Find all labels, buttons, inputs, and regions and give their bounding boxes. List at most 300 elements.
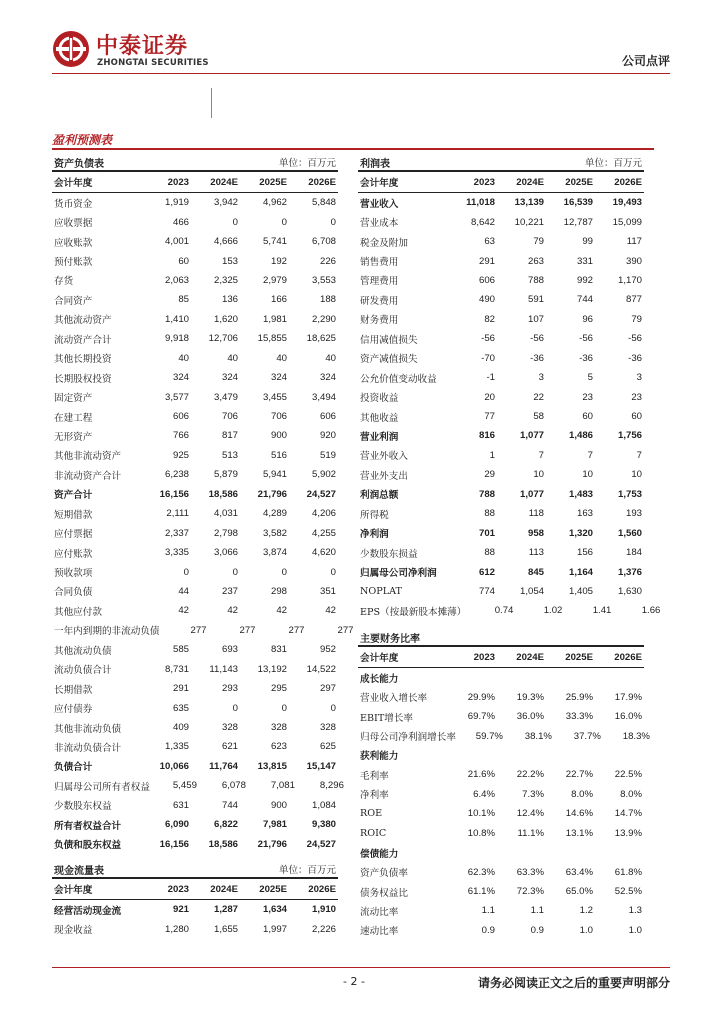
section-title: 盈利预测表	[52, 133, 113, 147]
table-title: 现金流量表	[54, 866, 104, 877]
cell-value: 9,918	[164, 333, 189, 345]
cell-value: 22	[533, 391, 544, 403]
cell-value: 6,090	[164, 819, 189, 831]
cell-value: 328	[270, 722, 287, 734]
cell-value: 8.0%	[620, 788, 642, 800]
table-row	[52, 446, 338, 465]
row-label: 净利率	[360, 790, 389, 802]
cell-value: 295	[270, 683, 287, 695]
cell-value: 7,981	[262, 819, 287, 831]
cell-value: 1,910	[311, 904, 336, 916]
cell-value: 0	[232, 216, 238, 228]
cell-value: 6.4%	[473, 788, 495, 800]
table-row	[358, 212, 644, 231]
cell-value: 6,238	[164, 469, 189, 481]
header-divider	[52, 73, 670, 74]
cell-value: 10,221	[514, 216, 544, 228]
cell-value: 0	[281, 216, 287, 228]
cell-value: 921	[172, 904, 189, 916]
cell-value: 606	[319, 411, 336, 423]
cell-value: 18.3%	[622, 730, 650, 742]
row-label: ROE	[360, 808, 383, 820]
cell-value: 1,634	[262, 904, 287, 916]
row-label: 获利能力	[360, 751, 399, 763]
cash-flow-table	[52, 859, 338, 939]
cell-value: 331	[576, 255, 593, 267]
cell-value: 1,077	[519, 430, 544, 442]
row-label: 偿债能力	[360, 848, 399, 860]
footer-divider	[52, 967, 670, 968]
cell-value: 10.1%	[467, 808, 495, 820]
cell-value: 1,560	[617, 527, 642, 539]
row-label: 无形资产	[54, 431, 93, 443]
cell-value: -70	[481, 352, 495, 364]
cell-value: 36.0%	[516, 711, 544, 723]
cell-value: 958	[527, 527, 544, 539]
cell-value: 88	[484, 508, 495, 520]
cell-value: 0.9	[481, 924, 495, 936]
row-label: 流动负债合计	[54, 665, 112, 677]
table-row	[52, 718, 338, 737]
row-label: 财务费用	[360, 315, 399, 327]
row-label: NOPLAT	[360, 585, 402, 597]
cell-value: 23	[631, 391, 642, 403]
table-header	[52, 859, 338, 877]
cell-value: 291	[478, 255, 495, 267]
cell-value: 625	[319, 741, 336, 753]
table-row	[52, 465, 338, 484]
table-row	[358, 901, 644, 920]
cell-value: 1,170	[617, 274, 642, 286]
cell-value: 3,942	[213, 197, 238, 209]
row-label: 成长能力	[360, 673, 399, 685]
cell-value: 8,296	[319, 780, 344, 792]
cell-value: 7	[538, 449, 544, 461]
cell-value: 277	[288, 624, 305, 636]
table-row	[358, 824, 644, 843]
row-label: 所得税	[360, 509, 389, 521]
cell-value: 925	[172, 449, 189, 461]
cell-value: 466	[172, 216, 189, 228]
table-row	[358, 504, 644, 523]
table-row	[358, 232, 644, 251]
cell-value: -36	[530, 352, 544, 364]
cell-value: 1.2	[579, 905, 593, 917]
cell-value: 69.7%	[467, 711, 495, 723]
table-unit: 单位：百万元	[278, 865, 336, 876]
row-label: EBIT增长率	[360, 712, 414, 724]
table-row	[358, 726, 650, 745]
table-row	[52, 251, 338, 270]
cell-value: 490	[478, 294, 495, 306]
cell-value: 166	[270, 294, 287, 306]
cell-value: 63.3%	[516, 866, 544, 878]
cell-value: 900	[270, 799, 287, 811]
table-row	[52, 485, 338, 504]
column-header: 会计年度	[54, 885, 93, 896]
cell-value: 117	[626, 236, 642, 248]
cell-value: 1,280	[164, 923, 189, 935]
cell-value: 766	[172, 430, 189, 442]
cell-value: 11,764	[209, 760, 238, 772]
row-label: 负债和股东权益	[54, 840, 122, 852]
cell-value: 40	[227, 352, 238, 364]
table-row	[52, 660, 338, 679]
table-row	[52, 329, 338, 348]
cell-value: 3,494	[311, 391, 336, 403]
row-label: 少数股东权益	[54, 801, 112, 813]
cell-value: 8,642	[470, 216, 495, 228]
table-body	[358, 668, 650, 940]
table-row	[52, 562, 338, 581]
cell-value: 298	[270, 585, 287, 597]
table-row	[358, 862, 644, 881]
cell-value: 40	[325, 352, 336, 364]
row-label: 其他非流动负债	[54, 723, 122, 735]
cell-value: 61.1%	[467, 886, 495, 898]
cell-value: 1,753	[617, 488, 642, 500]
cell-value: 2,325	[213, 274, 238, 286]
page-number: - 2 -	[343, 975, 365, 988]
cell-value: 3	[636, 372, 642, 384]
cell-value: 237	[221, 585, 238, 597]
cell-value: 16,156	[159, 838, 189, 850]
table-row	[52, 387, 338, 406]
row-label: 营业利润	[360, 431, 399, 443]
cell-value: -56	[530, 333, 544, 345]
cell-value: 2,290	[311, 313, 336, 325]
cell-value: 10	[631, 469, 642, 481]
table-row	[52, 504, 338, 523]
cell-value: 24,527	[306, 838, 336, 850]
table-unit: 单位：百万元	[584, 158, 642, 169]
table-body	[52, 193, 354, 854]
cell-value: 42	[325, 605, 336, 617]
table-row	[358, 582, 644, 601]
row-label: 应付债券	[54, 704, 93, 716]
row-label: 营业收入增长率	[360, 693, 428, 705]
table-row	[52, 523, 338, 542]
table-row	[358, 601, 661, 620]
row-label: ROIC	[360, 827, 387, 839]
cell-value: 390	[625, 255, 642, 267]
row-label: 其他流动负债	[54, 645, 112, 657]
cell-value: 2,337	[164, 527, 189, 539]
table-row	[358, 349, 644, 368]
row-label: 毛利率	[360, 770, 389, 782]
cell-value: 324	[319, 372, 336, 384]
row-label: 非流动负债合计	[54, 742, 122, 754]
table-row	[358, 668, 644, 687]
table-row	[52, 621, 354, 640]
table-row	[52, 679, 338, 698]
brand-name-cn: 中泰证券	[96, 34, 189, 59]
column-header: 2025E	[565, 651, 593, 663]
cell-value: 33.3%	[565, 711, 593, 723]
cell-value: 58	[533, 411, 544, 423]
table-row	[52, 212, 338, 231]
cell-value: 63	[484, 236, 495, 248]
cell-value: 291	[172, 683, 189, 695]
cell-value: 900	[270, 430, 287, 442]
cell-value: 22.5%	[614, 769, 642, 781]
table-row	[52, 193, 338, 212]
cell-value: 324	[270, 372, 287, 384]
cell-value: 24,527	[306, 488, 336, 500]
cell-value: 184	[625, 547, 642, 559]
cell-value: 1,376	[617, 566, 642, 578]
cell-value: 816	[478, 430, 495, 442]
cell-value: 11,143	[209, 663, 238, 675]
row-label: 存货	[54, 276, 74, 288]
cell-value: 1.66	[641, 605, 661, 617]
cell-value: 706	[270, 411, 287, 423]
cell-value: 99	[582, 236, 593, 248]
table-body	[358, 193, 661, 621]
cell-value: 96	[582, 313, 593, 325]
cell-value: 701	[478, 527, 495, 539]
row-label: 货币资金	[54, 198, 93, 210]
table-row	[52, 310, 338, 329]
cell-value: 29	[484, 469, 495, 481]
cell-value: 2,798	[213, 527, 238, 539]
table-row	[358, 804, 644, 823]
cell-value: 18,586	[208, 488, 238, 500]
row-label: 利润总额	[360, 490, 399, 502]
cell-value: 621	[221, 741, 238, 753]
cell-value: 44	[178, 585, 189, 597]
column-header: 会计年度	[54, 178, 93, 189]
cell-value: 1,630	[617, 585, 642, 597]
cell-value: 19.3%	[516, 691, 544, 703]
cell-value: 7	[636, 449, 642, 461]
column-header: 2026E	[614, 176, 642, 188]
cell-value: 17.9%	[614, 691, 642, 703]
row-label: 固定资产	[54, 393, 93, 405]
column-header-row	[358, 172, 644, 192]
cell-value: 1.41	[592, 605, 612, 617]
cell-value: 744	[221, 799, 238, 811]
cell-value: 4,620	[311, 547, 336, 559]
table-row	[358, 687, 644, 706]
cell-value: 113	[528, 547, 544, 559]
column-header: 2026E	[308, 883, 336, 895]
cell-value: 13,192	[257, 663, 287, 675]
cell-value: 72.3%	[516, 886, 544, 898]
cell-value: 1,756	[617, 430, 642, 442]
cell-value: 774	[478, 585, 495, 597]
column-header: 2024E	[516, 176, 544, 188]
cell-value: 18,586	[208, 838, 238, 850]
cell-value: 16.0%	[614, 711, 642, 723]
column-header: 2025E	[565, 176, 593, 188]
table-row	[358, 290, 644, 309]
row-label: 流动比率	[360, 906, 399, 918]
cell-value: 631	[172, 799, 189, 811]
cell-value: 877	[625, 294, 642, 306]
table-row	[52, 349, 338, 368]
column-header: 2024E	[210, 176, 238, 188]
cell-value: 612	[478, 566, 495, 578]
row-label: 税金及附加	[360, 237, 408, 249]
cell-value: 1,405	[568, 585, 593, 597]
row-label: 长期借款	[54, 684, 93, 696]
cell-value: -56	[579, 333, 593, 345]
cell-value: 226	[319, 255, 336, 267]
cell-value: 585	[172, 644, 189, 656]
cell-value: 77	[484, 411, 495, 423]
cell-value: 3,582	[262, 527, 287, 539]
table-row	[358, 785, 644, 804]
cell-value: 744	[576, 294, 593, 306]
cell-value: 40	[276, 352, 287, 364]
row-label: 其他非流动资产	[54, 451, 122, 463]
row-label: 经营活动现金流	[54, 905, 122, 917]
cell-value: 188	[319, 294, 336, 306]
cell-value: 1,320	[568, 527, 593, 539]
cell-value: 409	[172, 722, 189, 734]
cell-value: 4,962	[262, 197, 287, 209]
column-header: 2024E	[516, 651, 544, 663]
table-row	[358, 407, 644, 426]
column-header: 2023	[473, 651, 495, 663]
cell-value: 18,625	[306, 333, 336, 345]
cell-value: 6,078	[221, 780, 246, 792]
cell-value: 1.0	[579, 924, 593, 936]
cell-value: 38.1%	[524, 730, 552, 742]
row-label: 资产负债率	[360, 868, 408, 880]
cell-value: 0	[330, 216, 336, 228]
table-row	[52, 737, 338, 756]
cell-value: 19,493	[612, 197, 642, 209]
cell-value: 0	[232, 702, 238, 714]
cell-value: 263	[527, 255, 544, 267]
cell-value: 623	[270, 741, 287, 753]
cell-value: 88	[484, 547, 495, 559]
cell-value: 4,666	[213, 236, 238, 248]
cell-value: 1,486	[568, 430, 593, 442]
cell-value: 516	[270, 449, 287, 461]
cell-value: 831	[270, 644, 287, 656]
cell-value: 0.74	[494, 605, 514, 617]
cell-value: 61.8%	[614, 866, 642, 878]
cell-value: 40	[178, 352, 189, 364]
table-row	[358, 523, 644, 542]
cell-value: 7,081	[270, 780, 295, 792]
cell-value: 1.0	[628, 924, 642, 936]
cell-value: 7	[587, 449, 593, 461]
cell-value: 14.6%	[565, 808, 593, 820]
cell-value: 14,522	[306, 663, 336, 675]
cell-value: 0	[330, 702, 336, 714]
row-label: 信用减值损失	[360, 334, 418, 346]
row-label: EPS（按最新股本摊薄）	[360, 606, 467, 618]
table-row	[52, 368, 338, 387]
cell-value: 1,084	[311, 799, 336, 811]
row-label: 研发费用	[360, 295, 399, 307]
cell-value: 3,455	[262, 391, 287, 403]
cell-value: 29.9%	[467, 691, 495, 703]
cell-value: 3,335	[164, 547, 189, 559]
table-header	[358, 152, 644, 170]
cell-value: 788	[527, 274, 544, 286]
cell-value: 4,001	[164, 236, 189, 248]
cell-value: 845	[527, 566, 544, 578]
table-row	[52, 582, 338, 601]
row-label: 预付账款	[54, 257, 93, 269]
cell-value: 79	[631, 313, 642, 325]
cell-value: 297	[319, 683, 336, 695]
table-row	[52, 407, 338, 426]
row-label: 净利润	[360, 529, 389, 541]
cell-value: 107	[527, 313, 544, 325]
cell-value: 0	[281, 566, 287, 578]
table-row	[52, 815, 338, 834]
cell-value: 277	[190, 624, 207, 636]
table-row	[52, 426, 338, 445]
table-row	[52, 290, 338, 309]
cell-value: 136	[221, 294, 238, 306]
cell-value: 952	[319, 644, 336, 656]
cell-value: -56	[628, 333, 642, 345]
row-label: 营业收入	[360, 198, 399, 210]
table-row	[52, 698, 338, 717]
cell-value: 60	[178, 255, 189, 267]
column-header: 会计年度	[360, 653, 399, 664]
row-label: 公允价值变动收益	[360, 373, 437, 385]
row-label: 在建工程	[54, 412, 93, 424]
cell-value: 4,031	[213, 508, 238, 520]
row-label: 负债合计	[54, 762, 93, 774]
cell-value: 3,553	[311, 274, 336, 286]
financial-ratios-table	[358, 627, 650, 940]
row-label: 一年内到期的非流动负债	[54, 626, 160, 638]
cell-value: 1,483	[568, 488, 593, 500]
cell-value: 16,539	[563, 197, 593, 209]
table-row	[52, 834, 338, 853]
table-row	[52, 919, 338, 938]
cell-value: 3,874	[262, 547, 287, 559]
cell-value: 1,164	[568, 566, 593, 578]
cell-value: 328	[319, 722, 336, 734]
cell-value: 606	[172, 411, 189, 423]
table-row	[358, 446, 644, 465]
cell-value: 3,479	[213, 391, 238, 403]
cell-value: 63.4%	[565, 866, 593, 878]
column-header: 2023	[167, 883, 189, 895]
document-type: 公司点评	[621, 54, 670, 68]
table-title: 主要财务比率	[360, 634, 420, 645]
row-label: 其他收益	[360, 412, 399, 424]
row-label: 资产减值损失	[360, 354, 418, 366]
cell-value: 1,054	[519, 585, 544, 597]
row-label: 非流动资产合计	[54, 470, 122, 482]
cell-value: 6,822	[213, 819, 238, 831]
table-row	[52, 232, 338, 251]
row-label: 营业外支出	[360, 470, 408, 482]
table-row	[358, 843, 644, 862]
row-label: 归属母公司所有者权益	[54, 781, 150, 793]
cell-value: 635	[172, 702, 189, 714]
balance-sheet-table	[52, 152, 354, 854]
cell-value: 5,879	[213, 469, 238, 481]
cell-value: 42	[227, 605, 238, 617]
cell-value: 8.0%	[571, 788, 593, 800]
cell-value: 193	[625, 508, 642, 520]
cell-value: 293	[221, 683, 238, 695]
table-row	[52, 776, 344, 795]
row-label: 管理费用	[360, 276, 399, 288]
